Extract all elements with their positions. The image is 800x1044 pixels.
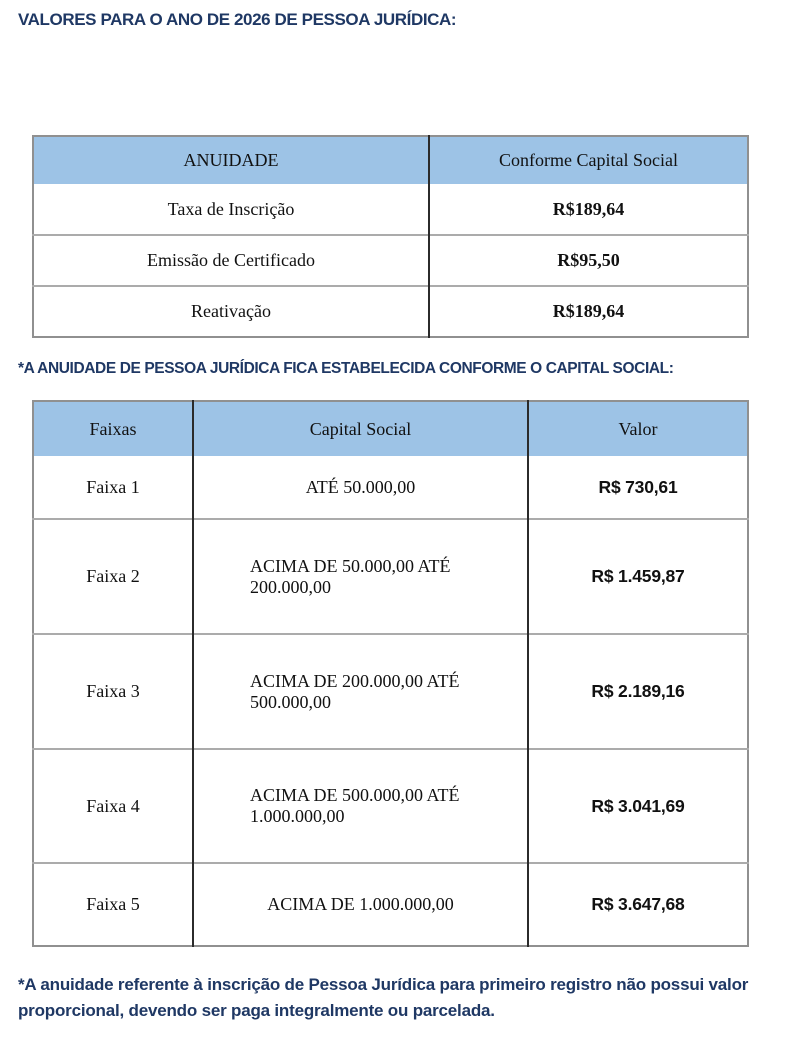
proportional-value-footnote: *A anuidade referente à inscrição de Pessoa Jurídica para primeiro registro não possui valor proporcional, devendo ser paga integralmente ou parcelada. [18, 975, 749, 1021]
table-row [33, 235, 748, 286]
faixa-capital-range: ACIMA DE 1.000.000,00 [193, 863, 528, 946]
faixa-label: Faixa 2 [33, 519, 193, 634]
faixa-capital-text: ACIMA DE 500.000,00 ATÉ 1.000.000,00 [250, 785, 460, 826]
faixas-header-faixas: Faixas [33, 401, 193, 456]
faixa-label: Faixa 1 [33, 456, 193, 519]
annuity-header-conforme-capital-social: Conforme Capital Social [429, 136, 748, 184]
faixa-value: R$ 1.459,87 [528, 519, 748, 634]
table-row [33, 863, 748, 946]
annuity-table-header-row [33, 136, 748, 184]
annuity-row-value: R$95,50 [429, 235, 748, 286]
annuity-header-anuidade: ANUIDADE [33, 136, 429, 184]
faixa-value: R$ 3.647,68 [528, 863, 748, 946]
faixa-value: R$ 3.041,69 [528, 749, 748, 863]
table-row [33, 634, 748, 749]
faixa-capital-range [193, 634, 528, 749]
faixa-capital-text: ACIMA DE 50.000,00 ATÉ 200.000,00 [250, 555, 451, 597]
faixa-label: Faixa 3 [33, 634, 193, 749]
faixa-value: R$ 730,61 [598, 476, 678, 497]
faixa-label: Faixa 4 [33, 749, 193, 863]
table-row [33, 749, 748, 863]
faixas-table-header-row [33, 401, 748, 456]
faixa-value: R$ 2.189,16 [528, 634, 748, 749]
annuity-row-label: Reativação [33, 286, 429, 337]
annuity-row-label: Taxa de Inscrição [33, 184, 429, 235]
faixas-header-capital-social: Capital Social [193, 401, 528, 456]
faixa-capital-range [193, 749, 528, 863]
faixas-table [32, 400, 749, 947]
capital-social-subtitle: *A ANUIDADE DE PESSOA JURÍDICA FICA ESTABELECIDA CONFORME O CAPITAL SOCIAL: [18, 360, 674, 377]
faixa-label: Faixa 5 [33, 863, 193, 946]
faixa-capital-range: ATÉ 50.000,00 [193, 456, 528, 519]
table-row [33, 286, 748, 337]
annuity-row-label: Emissão de Certificado [33, 235, 429, 286]
table-row [33, 519, 748, 634]
annuity-table [32, 135, 749, 338]
annuity-row-value: R$189,64 [552, 198, 625, 219]
table-row [33, 456, 748, 519]
table-row [33, 184, 748, 235]
faixa-capital-text: ACIMA DE 200.000,00 ATÉ 500.000,00 [250, 670, 460, 712]
faixas-header-valor: Valor [528, 401, 748, 456]
faixa-capital-range [193, 519, 528, 634]
annuity-row-value: R$189,64 [429, 286, 748, 337]
page-title: VALORES PARA O ANO DE 2026 DE PESSOA JURÍDICA: [18, 10, 457, 29]
